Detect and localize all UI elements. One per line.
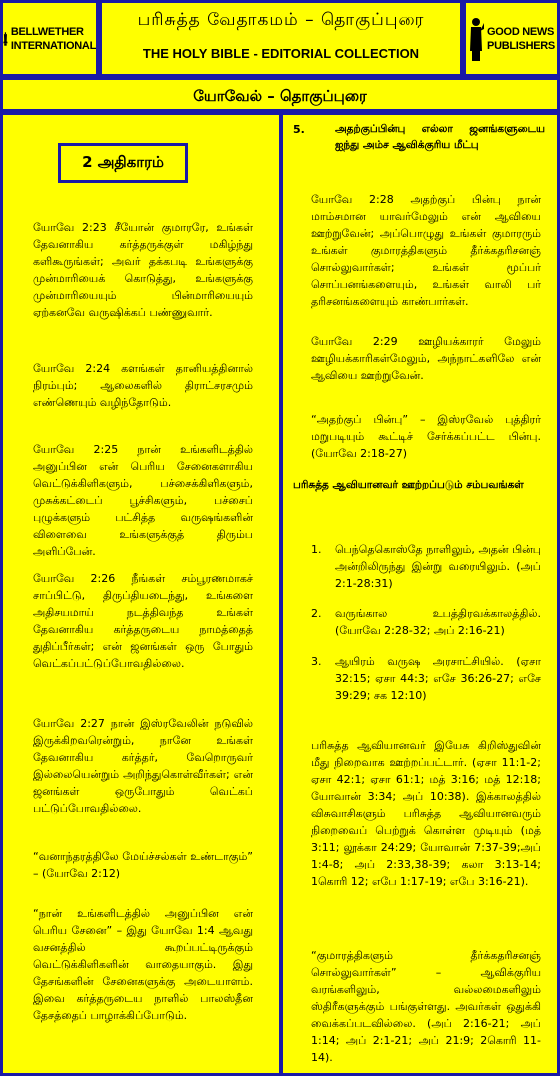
note-paragraph: பரிசுத்த ஆவியானவர் இயேசு கிறிஸ்துவின் மீது நிறைவாக ஊற்றப்பட்டார். (ஏசா 11:1-2; ஏசா 42:1; ஏசா 61:1; மத் 3:16; மத் 12:18; யோவான் 3:34; அப் 10:38). இக்காலத்தில் விசுவாசிகளும் பரிசுத்த ஆவியானவரும் நிறைவைப் பெற்றுக் கொள்ள முடியும் (மத் 3:11; லூக்கா 24:29; யோவான் 7:37-39;அப் 1:4-8; அப் 2:33,38-39; கலா 3:13-14; 1கொரி 12; எபே 1:17-19; எபே 3:16-21). [311,739,541,888]
note-paragraph: “வனாந்தரத்திலே மேய்ச்சல்கள் உண்டாகும்” – (யோவே 2:12) [33,850,253,880]
verse-paragraph: யோவே 2:27 நான் இஸ்ரவேலின் நடுவில் இருக்கிறவரென்றும், நானே உங்கள் தேவனாகிய கர்த்தர், வேறொருவர் இல்லையென்றும் அறிந்துகொள்வீர்கள்; என் ஜனங்கள் ஒருபோதும் வெட்கப் பட்டுப்போவதில்லை. [33,717,253,815]
header-title-box [99,0,463,77]
right-column [280,112,560,1076]
note-paragraph: “நான் உங்களிடத்தில் அனுப்பின என் பெரிய சேனை” – இது யோவே 1:4 ஆவது வசனத்தில் கூறப்பட்டிருக்கும் வெட்டுக்கிளிகளின் வாதையாகும். இது தேசங்களின் சேனைகளுக்கு அடையாளம். இவை கர்த்தருடைய நாளில் பாலஸ்தீன தேசத்தைப் பாழாக்கிப்போடும். [33,907,253,1022]
list-number: 1. [311,543,322,556]
verse-paragraph: யோவே 2:24 களங்கள் தானியத்தினால் நிரம்பும்; ஆலைகளில் திராட்சரசமும் எண்ணெயும் வழிந்தோடும். [33,362,253,409]
list-item: வருங்கால உபத்திரவக்காலத்தில். (யோவே 2:28-32; அப் 2:16-21) [335,607,541,637]
logo-line1: GOOD NEWS [487,25,555,38]
note-paragraph: “குமாரத்திகளும் தீர்க்கதரிசனஞ் சொல்லுவார்கள்” – ஆவிக்குரிய வரங்களிலும், வல்லமைகளிலும் ஸ்திரீகளுக்கும் பங்குள்ளது. அவர்கள் ஒதுக்கி வைக்கப்படவில்லை. (அப் 2:16-21; அப் 1:14; அப் 2:1-21; அப் 21:9; 2கொரி 11-14). [311,949,541,1064]
verse-paragraph: யோவே 2:23 சீயோன் குமாரரே, உங்கள் தேவனாகிய கர்த்தருக்குள் மகிழ்ந்து களிகூருங்கள்; அவர் தக்கபடி உங்களுக்கு முன்மாரியைக் கொடுத்து, உங்களுக்கு முன்மாரியையும் பின்மாரியையும் ஏற்கனவே வருஷிக்கப் பண்ணுவார். [33,221,253,319]
subheading: பரிசுத்த ஆவியானவர் ஊற்றப்படும் சம்பவங்கள் [293,479,524,491]
section-heading: அதற்குப்பின்பு எல்லா ஜனங்களுடைய ஐந்து அம்ச ஆவிக்குரிய மீட்பு [335,123,545,151]
list-number: 3. [311,655,322,668]
list-item: ஆயிரம் வருஷ அரசாட்சியில். (ஏசா 32:15; ஏசா 44:3; எசே 36:26-27; எசே 39:29; சக 12:10) [335,655,541,702]
verse-paragraph: யோவே 2:25 நான் உங்களிடத்தில் அனுப்பின என் பெரிய சேனைகளாகிய வெட்டுக்கிளிகளும், பச்சைக்கிளிகளும், முசுக்கட்டைப் பூச்சிகளும், பச்சைப் புழுக்களும் பட்சித்த வருஷங்களின் விளைவை உங்களுக்குத் திரும்ப அளிப்பேன். [33,443,253,558]
trumpet-figure-icon [468,17,484,61]
page-title-tamil: பரிசுத்த வேதாகமம் – தொகுப்புரை [137,10,425,30]
verse-paragraph: யோவே 2:28 அதற்குப் பின்பு நான் மாம்சமான யாவர்மேலும் என் ஆவியை ஊற்றுவேன்; அப்பொழுது உங்கள் குமாரரும் உங்கள் குமாரத்திகளும் தீர்க்கதரிசனஞ் சொல்லுவார்கள்; உங்கள் மூப்பர் சொப்பனங்களையும், உங்கள் வாலி பர் தரிசனங்களையும் காண்பார்கள். [311,193,541,308]
subtitle-bar [0,77,560,112]
list-item: பெந்தெகொஸ்தே நாளிலும், அதன் பின்பு அன்றிலிருந்து இன்று வரையிலும். (அப் 2:1-28:31) [335,543,541,590]
section-subtitle: யோவேல் – தொகுப்புரை [193,87,367,105]
bell-figure-icon [3,17,8,61]
verse-paragraph: யோவே 2:26 நீங்கள் சம்பூரணமாகச் சாப்பிட்டு, திருப்தியடைந்து, உங்களை அதிசயமாய் நடத்திவந்த உங்கள் தேவனாகிய கர்த்தருடைய நாமத்தைத் துதிப்பீர்கள்; என் ஜனங்கள் ஒரு போதும் வெட்கப்பட்டுப்போவதில்லை. [33,572,253,670]
chapter-label: 2 அதிகாரம் [58,143,188,183]
publisher-logo-right [463,0,560,77]
list-number: 2. [311,607,322,620]
publisher-logo-left [0,0,99,77]
page-title-english: THE HOLY BIBLE - EDITORIAL COLLECTION [142,46,420,61]
section-number: 5. [293,123,305,136]
left-column [0,112,282,1076]
verse-paragraph: யோவே 2:29 ஊழியக்காரர் மேலும் ஊழியக்காரிகள்மேலும், அந்நாட்களிலே என் ஆவியை ஊற்றுவேன். [311,335,541,382]
logo-line2: INTERNATIONAL [10,39,96,52]
logo-line1: BELLWETHER [10,25,84,38]
logo-line2: PUBLISHERS [487,39,555,52]
note-paragraph: “அதற்குப் பின்பு” – இஸ்ரவேல் புத்திரர் மறுபடியும் கூட்டிச் சேர்க்கப்பட்ட பின்பு. (யோவே 2:18-27) [311,413,541,460]
